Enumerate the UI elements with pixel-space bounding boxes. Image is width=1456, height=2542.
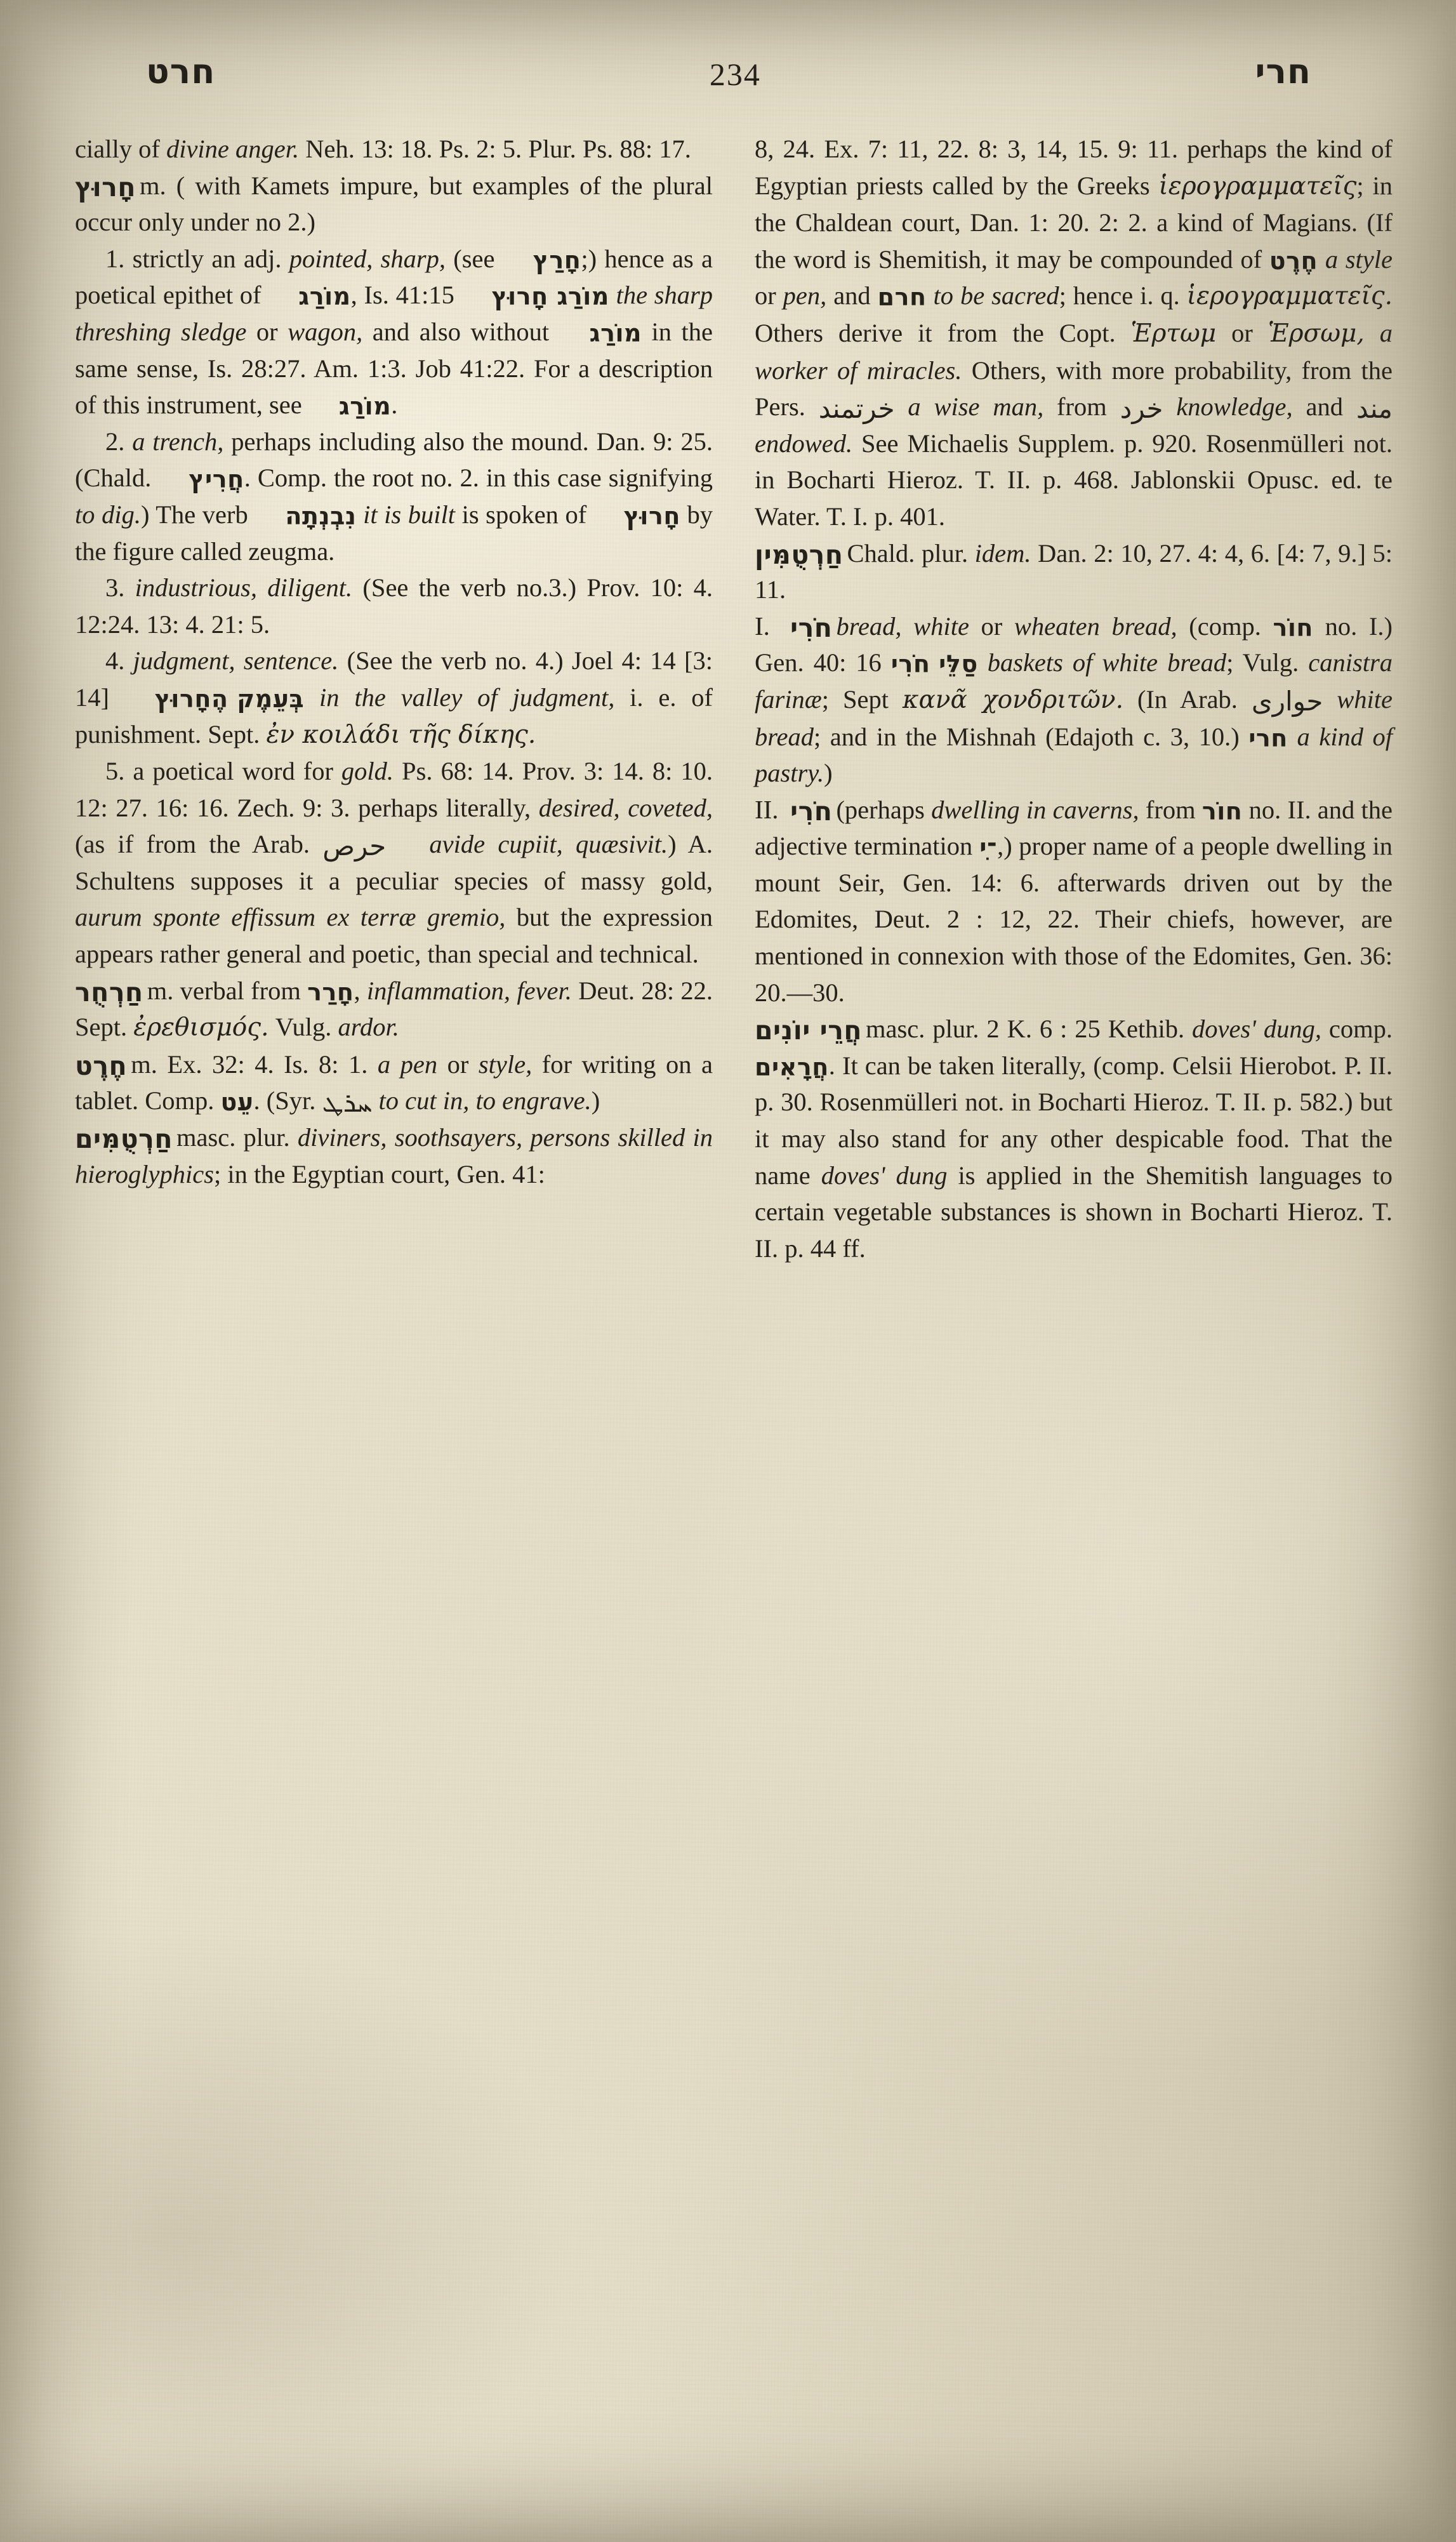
running-head-right-hebrew: חרי — [1255, 51, 1311, 91]
sense-5 — [75, 753, 713, 973]
entry-body: masc. plur. 2 K. 6 : 25 Kethib. doves' dung, comp. חֲרָאִים. It can be taken literally, (comp. Celsii Hierobot. P. II. p. 30. Rosenmülleri not. in Bocharti Hieroz. T. II. p. 582.) but it may also stand for any other despicable food. That the name doves' dung is applied in the Shemitish languages to certain vegetable substances is shown in Bocharti Hieroz. T. II. p. 44 ff. — [755, 1015, 1393, 1263]
entry-body: masc. plur. diviners, soothsayers, persons skilled in hieroglyphics; in the Egyptian court, Gen. 41: — [75, 1123, 713, 1188]
running-head — [95, 53, 1361, 100]
sense-1 — [75, 241, 713, 423]
entry-body: m. ( with Kamets impure, but examples of the plural occur only under no 2.) — [75, 171, 713, 237]
sense-text: industrious, diligent. (See the verb no.3.) Prov. 10: 4. 12:24. 13: 4. 21: 5. — [75, 573, 713, 639]
headword-hebrew: חָרוּץ — [75, 171, 136, 203]
sense-2 — [75, 423, 713, 569]
running-head-left-hebrew: חרט — [146, 51, 216, 91]
sense-number: 5. — [105, 757, 125, 786]
entry-chori-two — [755, 792, 1393, 1011]
headword-hebrew: חַרְטֻמִּים — [75, 1124, 173, 1155]
entry-charutz — [75, 168, 713, 241]
entry-body: Chald. plur. idem. Dan. 2: 10, 27. 4: 4, 6. [4: 7, 9.] 5: 11. — [755, 538, 1393, 604]
headword-hebrew: חַרְחֻר — [75, 976, 143, 1008]
entry-body: (perhaps dwelling in caverns, from חוֹר no. II. and the adjective termination ִ־י,) proper name of a people dwelling in mount Seir, Gen. 14: 6. afterwards driven out by the Edomites, Deut. 2 : 12, 22. Their chiefs, however, are mentioned in connexion with those of the Edomites, Gen. 36: 20.—30. — [755, 795, 1393, 1007]
entry-body: bread, white or wheaten bread, (comp. חוֹר no. I.) Gen. 40: 16 סַלֵּי חֹרִי baskets of white bread; Vulg. canistra farinæ; Sept κανᾶ χονδριτῶν. (In Arab. حوارى white bread; and in the Mishnah (Edajoth c. 3, 10.) חרי a kind of pastry.) — [755, 611, 1393, 788]
entry-roman-numeral: I. — [755, 611, 770, 641]
page-number: 234 — [709, 57, 761, 92]
continued-paragraph: 8, 24. Ex. 7: 11, 22. 8: 3, 14, 15. 9: 11. perhaps the kind of Egyptian priests called by the Greeks ἱερογραμματεῖς; in the Chaldean court, Dan. 1: 20. 2: 2. a kind of Magians. (If the word is Shemitish, it may be compounded of חֶרֶט a style or pen, and חרם to be sacred; hence i. q. ἱερογραμματεῖς. Others derive it from the Copt. Ἑρτωμ or Ἑρσωμ, a worker of miracles. Others, with more probability, from the Pers. خرتمند a wise man, from خرد knowledge, and مند endowed. See Michaelis Supplem. p. 920. Rosenmülleri not. in Bocharti Hieroz. T. II. p. 468. Jablonskii Opusc. ed. te Water. T. I. p. 401. — [755, 135, 1393, 531]
sense-text: judgment, sentence. (See the verb no. 4.) Joel 4: 14 [3: 14] בְּעֵמֶק הֶחָרוּץ in the valley of judgment, i. e. of punishment. Sept. ἐν κοιλάδι τῆς δίκης. — [75, 646, 713, 749]
left-column — [75, 131, 713, 1267]
sense-3 — [75, 569, 713, 642]
entry-charchur — [75, 973, 713, 1046]
entry-chartummin-chaldee — [755, 535, 1393, 608]
headword-hebrew: חֹרִי — [790, 795, 833, 827]
sense-number: 1. — [105, 244, 125, 273]
entry-cheret — [75, 1046, 713, 1119]
entry-roman-numeral: II. — [755, 794, 779, 824]
headword-hebrew: חֲרֵי יוֹנִים — [755, 1015, 863, 1046]
headword-hebrew: חֶרֶט — [75, 1050, 128, 1081]
entry-chare-yonim — [755, 1011, 1393, 1267]
sense-4 — [75, 642, 713, 753]
right-column — [755, 131, 1393, 1267]
sense-number: 4. — [105, 646, 125, 675]
entry-body: m. Ex. 32: 4. Is. 8: 1. a pen or style, for writing on a tablet. Comp. עֵט. (Syr. ܚܪܛ to cut in, to engrave.) — [75, 1049, 713, 1119]
sense-text: a trench, perhaps including also the mound. Dan. 9: 25. (Chald. חֲרִיץ. Comp. the root no. 2. in this case signifying to dig.) The verb נִבְנְתָה it is built is spoken of חָרוּץ by the figure called zeugma. — [75, 427, 713, 566]
sense-number: 2. — [105, 427, 125, 456]
sense-text: strictly an adj. pointed, sharp, (see חָרַץ;) hence as a poetical epithet of מוֹרַג, Is. 41:15 מוֹרַג חָרוּץ the sharp threshing sledge or wagon, and also without מוֹרַג in the same sense, Is. 28:27. Am. 1:3. Job 41:22. For a description of this instrument, see מוֹרַג. — [75, 244, 713, 421]
entry-chartummim — [75, 1119, 713, 1192]
entry-chori-one — [755, 608, 1393, 792]
sense-text: a poetical word for gold. Ps. 68: 14. Prov. 3: 14. 8: 10. 12: 27. 16: 16. Zech. 9: 3. perhaps literally, desired, coveted, (as if from the Arab. حرص avide cupiit, quæsivit.) A. Schultens supposes it a peculiar species of massy gold, aurum sponte effissum ex terræ gremio, but the expression appears rather general and poetic, than special and technical. — [75, 757, 713, 969]
headword-hebrew: חַרְטֻמִּין — [755, 539, 844, 570]
sense-number: 3. — [105, 573, 125, 602]
entry-body: m. verbal from חָרַר, inflammation, fever. Deut. 28: 22. Sept. ἐρεθισμός. Vulg. ardor. — [75, 976, 713, 1042]
continued-paragraph: cially of divine anger. Neh. 13: 18. Ps. 2: 5. Plur. Ps. 88: 17. — [75, 135, 691, 163]
two-column-body — [75, 131, 1393, 1267]
headword-hebrew: חֹרִי — [790, 612, 833, 643]
